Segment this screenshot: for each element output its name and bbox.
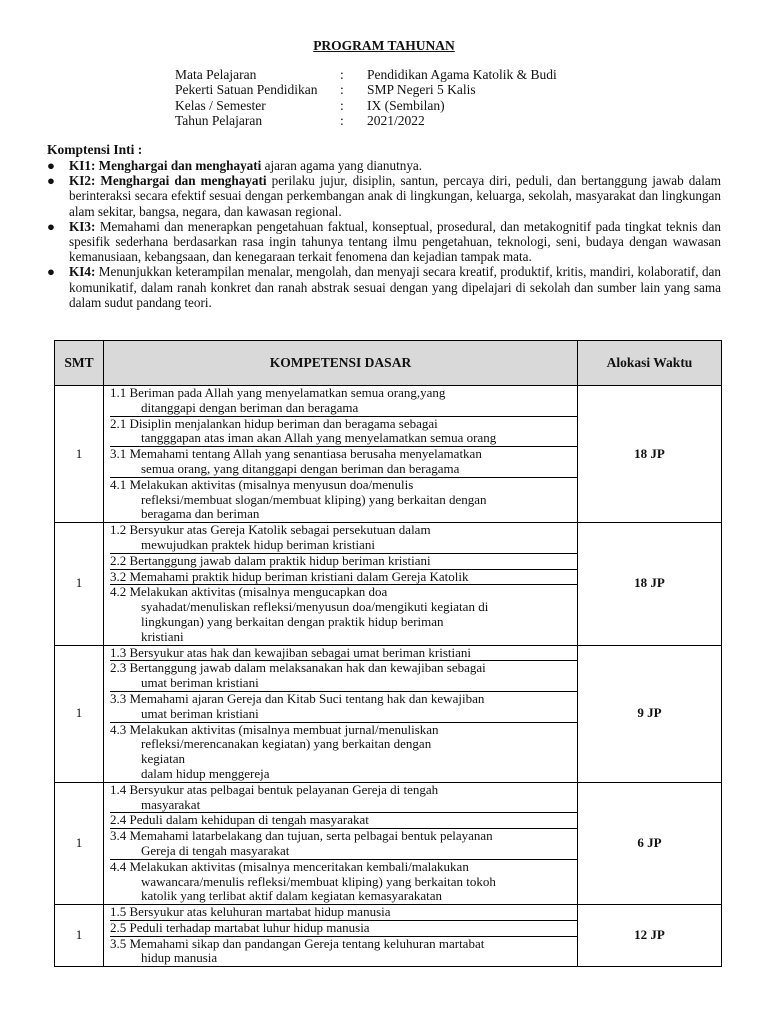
kd-cell (104, 523, 578, 645)
alokasi-waktu-cell: 18 JP (578, 523, 722, 645)
smt-cell: 1 (55, 905, 104, 967)
kd-item-continuation: mewujudkan praktek hidup beriman kristiani (141, 536, 375, 552)
table-row (55, 782, 722, 904)
header-smt: SMT (55, 341, 104, 386)
kd-item-continuation: dalam hidup menggereja (141, 765, 270, 781)
ki-item (47, 158, 721, 173)
ki-item (47, 219, 721, 265)
kd-item-text: 1.3 Bersyukur atas hak dan kewajiban sebagai umat beriman kristiani (110, 644, 472, 660)
kd-item-continuation: beragama dan beriman (141, 506, 260, 522)
kd-item (110, 812, 577, 828)
smt-cell: 1 (55, 645, 104, 782)
kd-item-continuation: semua orang, yang ditanggapi dengan beriman dan beragama (141, 460, 460, 476)
info-colon: : (340, 97, 344, 113)
kd-item-continuation: refleksi/membuat slogan/membuat kliping) yang berkaitan dengan (141, 491, 487, 507)
kd-item (110, 386, 577, 416)
kd-cell (104, 905, 578, 967)
info-row (175, 98, 557, 113)
ki-item (47, 173, 721, 219)
ki-code: KI3: (69, 218, 96, 234)
ki-text: Memahami dan menerapkan pengetahuan faktual, konseptual, prosedural, dan metakognitif pada tingkat teknis dan spesifik sederhana berdasarkan rasa ingin tahunya tentang ilmu pengetahuan, teknologi, seni, budaya dengan wawasan kemanusiaan, kebangsaan, dan kenegaraan terkait fenomena dan kejadian tampak mata. (69, 218, 721, 265)
smt-cell: 1 (55, 782, 104, 904)
kd-item (110, 660, 577, 691)
ki-text: perilaku jujur, disiplin, santun, percaya diri, peduli, dan bertanggung jawab dalam berinteraksi secara efektif sesuai dengan perkembangan anak di lingkungan, keluarga, sekolah, masyarakat dan lingkungan alam sekitar, bangsa, negara, dan kawasan regional. (69, 173, 722, 219)
table-row (55, 645, 722, 782)
kd-item-text: 1.1 Beriman pada Allah yang menyelamatkan semua orang,yang (110, 385, 446, 400)
kd-item (110, 905, 577, 920)
info-row (175, 67, 557, 82)
smt-cell: 1 (55, 523, 104, 645)
kd-cell (104, 386, 578, 523)
kd-item-text: 2.5 Peduli terhadap martabat luhur hidup manusia (110, 919, 370, 935)
kd-item-text: 4.2 Melakukan aktivitas (misalnya mengucapkan doa (110, 584, 388, 600)
kd-item-text: 3.3 Memahami ajaran Gereja dan Kitab Suci tentang hak dan kewajiban (110, 690, 485, 706)
info-label: Pekerti Satuan Pendidikan (175, 82, 318, 98)
kd-item-text: 4.3 Melakukan aktivitas (misalnya membuat jurnal/menuliskan (110, 721, 439, 737)
ki-code: KI2: (69, 173, 96, 189)
kd-item-continuation: hidup manusia (141, 950, 218, 966)
bullet-icon: ● (47, 264, 55, 280)
document-info (175, 67, 557, 128)
alokasi-waktu-cell: 6 JP (578, 782, 722, 904)
kd-item-text: 3.5 Memahami sikap dan pandangan Gereja tentang keluhuran martabat (110, 935, 485, 951)
smt-cell: 1 (55, 386, 104, 523)
info-value: Pendidikan Agama Katolik & Budi (367, 67, 557, 82)
alokasi-waktu-cell: 18 JP (578, 386, 722, 523)
info-label: Mata Pelajaran (175, 67, 257, 82)
kd-item-continuation: wawancara/menulis refleksi/membuat kliping) yang berkaitan tokoh (141, 873, 496, 889)
ki-item (47, 264, 721, 310)
kd-item (110, 416, 577, 447)
kd-cell (104, 782, 578, 904)
kd-item (110, 584, 577, 644)
kd-item (110, 569, 577, 585)
kd-item-text: 3.4 Memahami latarbelakang dan tujuan, serta pelbagai bentuk pelayanan (110, 828, 493, 844)
ki-code: KI1: (69, 158, 96, 173)
kd-item-text: 4.4 Melakukan aktivitas (misalnya menceritakan kembali/malakukan (110, 858, 469, 874)
kd-cell (104, 645, 578, 782)
kd-item-continuation: masyarakat (141, 796, 201, 812)
kd-item (110, 691, 577, 722)
bullet-icon: ● (47, 158, 55, 173)
table-row (55, 905, 722, 967)
ki-code: KI4: (69, 264, 96, 280)
kd-item-text: 1.2 Bersyukur atas Gereja Katolik sebagai persekutuan dalam (110, 522, 431, 538)
ki-heading: Komptensi Inti : (47, 142, 143, 157)
page-title: PROGRAM TAHUNAN (313, 38, 455, 53)
kd-item-continuation: kegiatan (141, 751, 186, 767)
kd-item-continuation: lingkungan) yang berkaitan dengan praktik hidup beriman (141, 613, 444, 629)
kd-item-continuation: umat beriman kristiani (141, 675, 259, 691)
info-label: Kelas / Semester (175, 97, 266, 113)
info-label: Tahun Pelajaran (175, 112, 263, 128)
kd-item-text: 3.2 Memahami praktik hidup beriman kristiani dalam Gereja Katolik (110, 568, 469, 584)
kd-item (110, 859, 577, 904)
info-value: 2021/2022 (367, 112, 425, 128)
alokasi-waktu-cell: 12 JP (578, 905, 722, 967)
kd-item-text: 2.3 Bertanggung jawab dalam melaksanakan hak dan kewajiban sebagai (110, 660, 486, 676)
kd-item-text: 2.4 Peduli dalam kehidupan di tengah masyarakat (110, 812, 369, 828)
info-colon: : (340, 112, 344, 128)
info-row (175, 82, 557, 97)
kd-item-continuation: syahadat/menuliskan refleksi/menyusun doa/mengikuti kegiatan di (141, 599, 489, 615)
kd-item-continuation: ditanggapi dengan beriman dan beragama (141, 399, 359, 415)
kd-item-continuation: tangggapan atas iman akan Allah yang menyelamatkan semua orang (141, 430, 497, 446)
kd-item-text: 1.5 Bersyukur atas keluhuran martabat hidup manusia (110, 904, 391, 920)
kd-item (110, 828, 577, 859)
ki-list (47, 158, 721, 310)
kd-item-text: 4.1 Melakukan aktivitas (misalnya menyusun doa/menulis (110, 476, 414, 492)
info-value: SMP Negeri 5 Kalis (367, 82, 476, 98)
table-row (55, 386, 722, 523)
kd-item (110, 722, 577, 782)
header-alokasi-waktu: Alokasi Waktu (578, 341, 722, 386)
ki-emphasis: Menghargai dan menghayati (98, 158, 262, 173)
kd-item (110, 936, 577, 967)
kd-item-continuation: Gereja di tengah masyarakat (141, 842, 290, 858)
ki-text: ajaran agama yang dianutnya. (264, 158, 423, 173)
kd-item (110, 553, 577, 569)
table-header-row (55, 341, 722, 386)
bullet-icon: ● (47, 218, 55, 234)
kompetensi-table (54, 340, 722, 967)
kd-item (110, 523, 577, 553)
info-colon: : (340, 82, 344, 98)
ki-text: Menunjukkan keterampilan menalar, mengolah, dan menyaji secara kreatif, produktif, kritis, mandiri, kolaboratif, dan komunikatif, dalam ranah konkret dan ranah abstrak sesuai dengan yang dipelajari di sekolah dan sumber lain yang sama dalam sudut pandang teori. (69, 264, 721, 310)
kd-item (110, 446, 577, 477)
kd-item (110, 646, 577, 661)
kd-item-text: 2.2 Bertanggung jawab dalam praktik hidup beriman kristiani (110, 552, 431, 568)
ki-emphasis: Menghargai dan menghayati (100, 173, 267, 189)
kd-item (110, 477, 577, 522)
kd-item-text: 2.1 Disiplin menjalankan hidup beriman dan beragama sebagai (110, 415, 438, 431)
header-kompetensi-dasar: KOMPETENSI DASAR (104, 341, 578, 386)
kd-item-continuation: refleksi/merencanakan kegiatan) yang berkaitan dengan (141, 736, 432, 752)
info-row (175, 113, 557, 128)
info-colon: : (340, 67, 344, 82)
bullet-icon: ● (47, 173, 55, 189)
kd-item-text: 3.1 Memahami tentang Allah yang senantiasa berusaha menyelamatkan (110, 446, 482, 462)
kd-item (110, 783, 577, 813)
kd-item-continuation: umat beriman kristiani (141, 705, 259, 721)
kd-item-continuation: kristiani (141, 628, 184, 644)
alokasi-waktu-cell: 9 JP (578, 645, 722, 782)
info-value: IX (Sembilan) (367, 97, 445, 113)
kd-item-continuation: katolik yang terlibat aktif dalam kegiatan kemasyarakatan (141, 888, 443, 904)
kd-item (110, 920, 577, 936)
table-row (55, 523, 722, 645)
kd-item-text: 1.4 Bersyukur atas pelbagai bentuk pelayanan Gereja di tengah (110, 781, 439, 797)
